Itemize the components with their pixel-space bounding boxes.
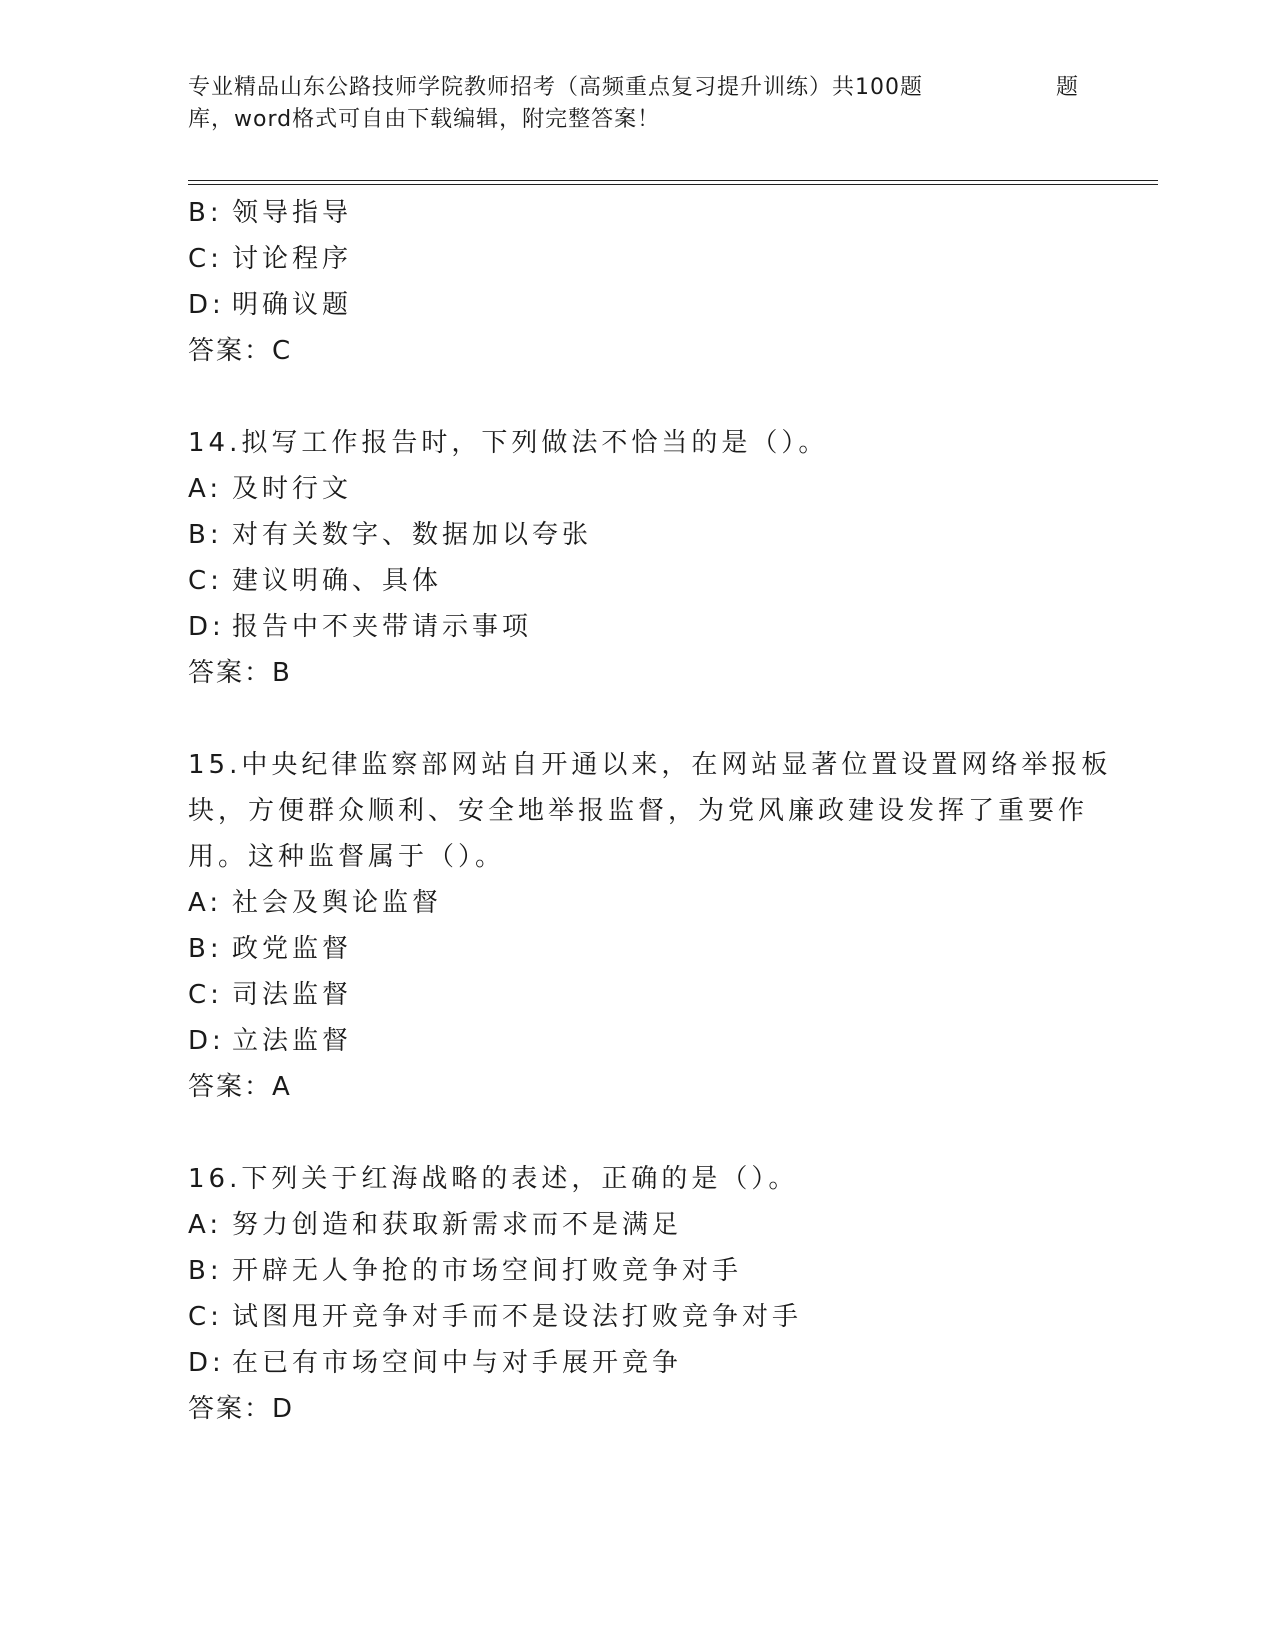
header-title-tail: 题	[1056, 75, 1080, 100]
header-rule-bottom	[188, 184, 1158, 185]
answer-line: 答案：B	[188, 658, 292, 688]
question-block-14	[188, 420, 1088, 696]
question-content	[188, 190, 1112, 1432]
question-stem: 用。这种监督属于（）。	[188, 842, 506, 872]
header-line-2: 库，word格式可自由下载编辑，附完整答案！	[188, 107, 661, 132]
answer-line: 答案：C	[188, 336, 293, 366]
option-b: B: 领导指导	[188, 198, 353, 228]
option-a: A: 及时行文	[188, 474, 353, 504]
answer-line: 答案：D	[188, 1394, 295, 1424]
question-block-15	[188, 742, 1112, 1110]
option-a: A: 努力创造和获取新需求而不是满足	[188, 1210, 683, 1240]
option-d: D: 报告中不夹带请示事项	[188, 612, 533, 642]
option-b: B: 政党监督	[188, 934, 353, 964]
question-stem: 块，方便群众顺利、安全地举报监督，为党风廉政建设发挥了重要作	[188, 796, 1089, 826]
header-line-1	[188, 72, 1088, 104]
header-rule-top	[188, 180, 1158, 181]
question-stem: 15.中央纪律监察部网站自开通以来，在网站显著位置设置网络举报板	[188, 750, 1112, 780]
question-stem: 14.拟写工作报告时，下列做法不恰当的是（）。	[188, 428, 829, 458]
document-header	[188, 72, 1088, 136]
question-block-16	[188, 1156, 1088, 1432]
answer-line: 答案：A	[188, 1072, 292, 1102]
option-d: D: 明确议题	[188, 290, 353, 320]
question-stem: 16.下列关于红海战略的表述，正确的是（）。	[188, 1164, 799, 1194]
question-block-continued	[188, 190, 1088, 374]
option-a: A: 社会及舆论监督	[188, 888, 443, 918]
option-b: B: 开辟无人争抢的市场空间打败竞争对手	[188, 1256, 743, 1286]
option-b: B: 对有关数字、数据加以夸张	[188, 520, 593, 550]
spacer	[188, 1110, 1088, 1156]
option-c: C: 讨论程序	[188, 244, 353, 274]
option-c: C: 试图甩开竞争对手而不是设法打败竞争对手	[188, 1302, 803, 1332]
spacer	[188, 374, 1088, 420]
header-title: 专业精品山东公路技师学院教师招考（高频重点复习提升训练）共100题	[188, 75, 923, 100]
option-d: D: 立法监督	[188, 1026, 353, 1056]
option-c: C: 司法监督	[188, 980, 353, 1010]
option-c: C: 建议明确、具体	[188, 566, 443, 596]
option-d: D: 在已有市场空间中与对手展开竞争	[188, 1348, 683, 1378]
spacer	[188, 696, 1088, 742]
